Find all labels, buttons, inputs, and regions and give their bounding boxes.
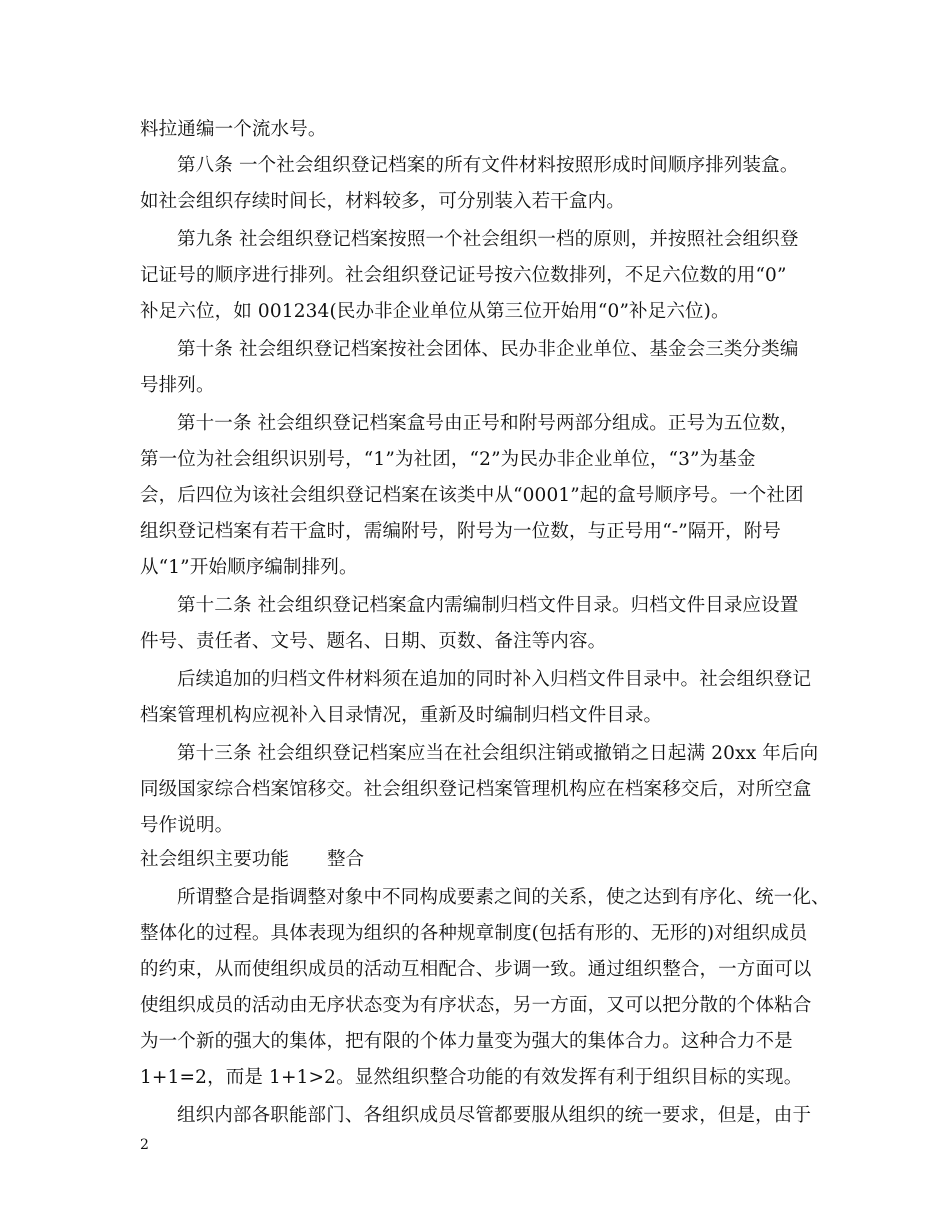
text-line: 为一个新的强大的集体，把有限的个体力量变为强大的集体合力。这种合力不是 — [140, 1031, 793, 1052]
text-line: 档案管理机构应视补入目录情况，重新及时编制归档文件目录。 — [140, 705, 663, 726]
paragraph-line: 后续追加的归档文件材料须在追加的同时补入归档文件目录中。社会组织登记 — [177, 669, 812, 690]
section-heading: 社会组织主要功能 — [140, 849, 290, 870]
article-11-line: 第十一条 社会组织登记档案盒号由正号和附号两部分组成。正号为五位数， — [177, 413, 799, 434]
text-line: 会，后四位为该社会组织登记档案在该类中从“0001”起的盒号顺序号。一个社团 — [140, 485, 804, 506]
text-line: 如社会组织存续时间长，材料较多，可分别装入若干盒内。 — [140, 191, 625, 212]
article-10-line: 第十条 社会组织登记档案按社会团体、民办非企业单位、基金会三类分类编 — [177, 339, 799, 360]
text-line: 补足六位，如 001234(民办非企业单位从第三位开始用“0”补足六位)。 — [140, 301, 730, 322]
text-line: 1+1=2，而是 1+1>2。显然组织整合功能的有效发挥有利于组织目标的实现。 — [140, 1067, 803, 1088]
text-line: 组织登记档案有若干盒时，需编附号，附号为一位数，与正号用“-”隔开，附号 — [140, 521, 782, 542]
text-line: 的约束，从而使组织成员的活动互相配合、步调一致。通过组织整合，一方面可以 — [140, 959, 812, 980]
article-8-line: 第八条 一个社会组织登记档案的所有文件材料按照形成时间顺序排列装盒。 — [177, 155, 799, 176]
text-line: 从“1”开始顺序编制排列。 — [140, 557, 358, 578]
text-line: 整体化的过程。具体表现为组织的各种规章制度(包括有形的、无形的)对组织成员 — [140, 923, 808, 944]
section-subheading: 整合 — [327, 849, 365, 870]
text-line: 第一位为社会组织识别号，“1”为社团，“2”为民办非企业单位，“3”为基金 — [140, 449, 756, 470]
text-line: 记证号的顺序进行排列。社会组织登记证号按六位数排列，不足六位数的用“0” — [140, 265, 787, 286]
article-9-line: 第九条 社会组织登记档案按照一个社会组织一档的原则，并按照社会组织登 — [177, 229, 799, 250]
text-line: 同级国家综合档案馆移交。社会组织登记档案管理机构应在档案移交后，对所空盒 — [140, 779, 812, 800]
page-number: 2 — [140, 1137, 149, 1153]
text-line: 号作说明。 — [140, 815, 234, 836]
article-12-line: 第十二条 社会组织登记档案盒内需编制归档文件目录。归档文件目录应设置 — [177, 595, 799, 616]
text-line: 使组织成员的活动由无序状态变为有序状态，另一方面，又可以把分散的个体粘合 — [140, 995, 812, 1016]
text-line: 件号、责任者、文号、题名、日期、页数、备注等内容。 — [140, 631, 607, 652]
text-line: 号排列。 — [140, 375, 215, 396]
article-13-line: 第十三条 社会组织登记档案应当在社会组织注销或撤销之日起满 20xx 年后向 — [177, 743, 819, 764]
paragraph-line: 所谓整合是指调整对象中不同构成要素之间的关系，使之达到有序化、统一化、 — [177, 887, 830, 908]
text-line: 料拉通编一个流水号。 — [140, 119, 327, 140]
paragraph-line: 组织内部各职能部门、各组织成员尽管都要服从组织的统一要求，但是，由于 — [177, 1105, 812, 1126]
